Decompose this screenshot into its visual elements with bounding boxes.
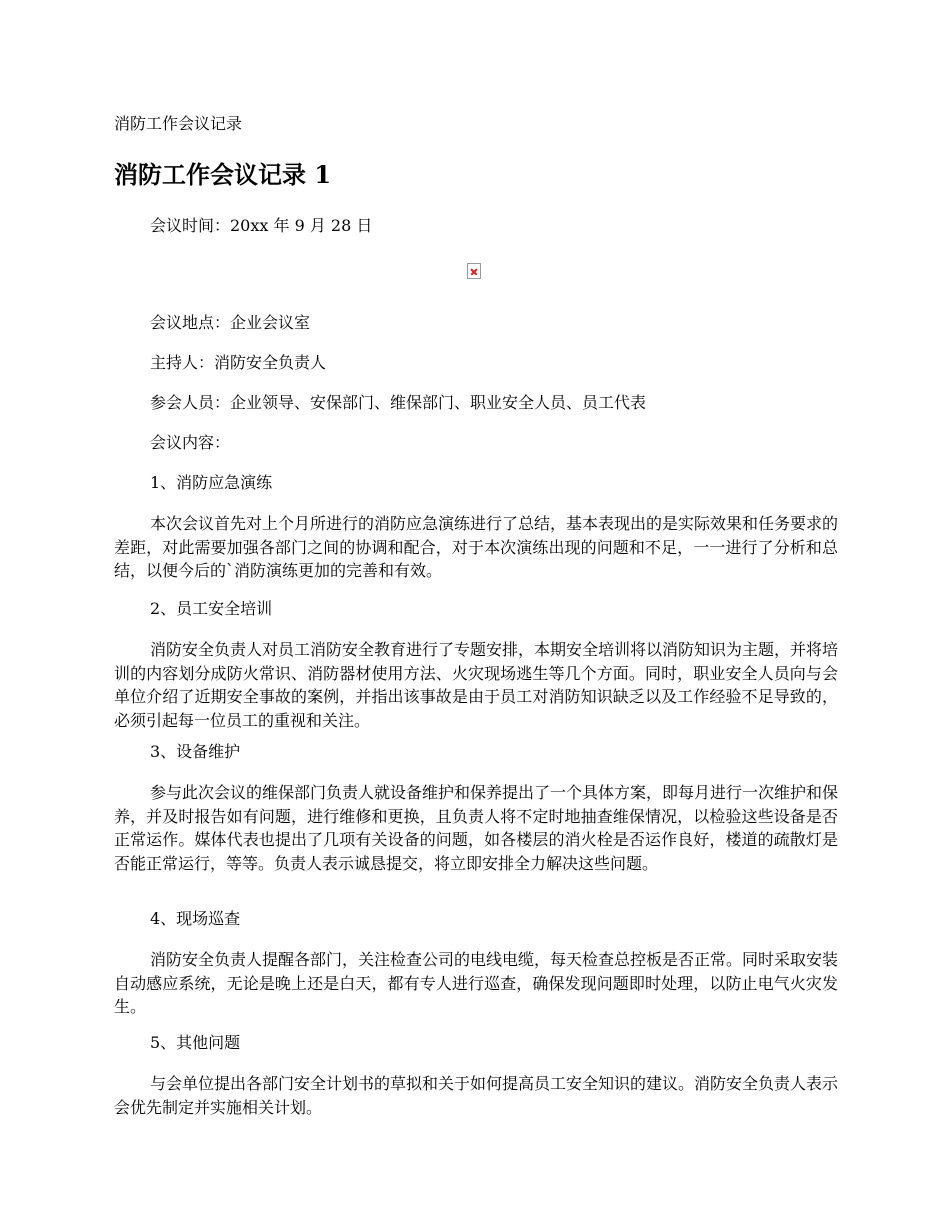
- section-title: 1、消防应急演练: [150, 473, 273, 492]
- section-title: 5、其他问题: [150, 1033, 241, 1052]
- meeting-time: 会议时间：20xx 年 9 月 28 日: [150, 216, 373, 235]
- meeting-host: 主持人：消防安全负责人: [150, 353, 327, 372]
- meeting-content-label: 会议内容：: [150, 433, 231, 452]
- broken-image-icon: [467, 263, 481, 279]
- section-title: 2、员工安全培训: [150, 599, 273, 618]
- section-body: 消防安全负责人对员工消防安全教育进行了专题安排，本期安全培训将以消防知识为主题，并将培训的内容划分成防火常识、消防器材使用方法、火灾现场逃生等几个方面。同时，职业安全人员向与会单位介绍了近期安全事故的案例，并指出该事故是由于员工对消防知识缺乏以及工作经验不足导致的，必须引起每一位员工的重视和关注。: [114, 640, 839, 730]
- section-title: 4、现场巡查: [150, 909, 241, 928]
- section-body: 参与此次会议的维保部门负责人就设备维护和保养提出了一个具体方案，即每月进行一次维护和保养，并及时报告如有问题，进行维修和更换，且负责人将不定时地抽查维保情况，以检验这些设备是否正常运作。媒体代表也提出了几项有关设备的问题，如各楼层的消火栓是否运作良好，楼道的疏散灯是否能正常运行，等等。负责人表示诚恳提交，将立即安排全力解决这些问题。: [114, 783, 839, 873]
- section-body: 本次会议首先对上个月所进行的消防应急演练进行了总结，基本表现出的是实际效果和任务要求的差距，对此需要加强各部门之间的协调和配合，对于本次演练出现的问题和不足，一一进行了分析和总结，以便今后的`消防演练更加的完善和有效。: [114, 514, 839, 580]
- section-title: 3、设备维护: [150, 742, 241, 761]
- section-body: 消防安全负责人提醒各部门，关注检查公司的电线电缆，每天检查总控板是否正常。同时采取安装自动感应系统，无论是晚上还是白天，都有专人进行巡查，确保发现问题即时处理，以防止电气火灾发生。: [114, 950, 839, 1016]
- section-body: 与会单位提出各部门安全计划书的草拟和关于如何提高员工安全知识的建议。消防安全负责人表示会优先制定并实施相关计划。: [114, 1074, 839, 1117]
- document-label: 消防工作会议记录: [114, 114, 243, 133]
- document-heading: 消防工作会议记录 1: [114, 160, 332, 189]
- meeting-attendees: 参会人员：企业领导、安保部门、维保部门、职业安全人员、员工代表: [150, 393, 647, 412]
- meeting-place: 会议地点：企业会议室: [150, 313, 311, 332]
